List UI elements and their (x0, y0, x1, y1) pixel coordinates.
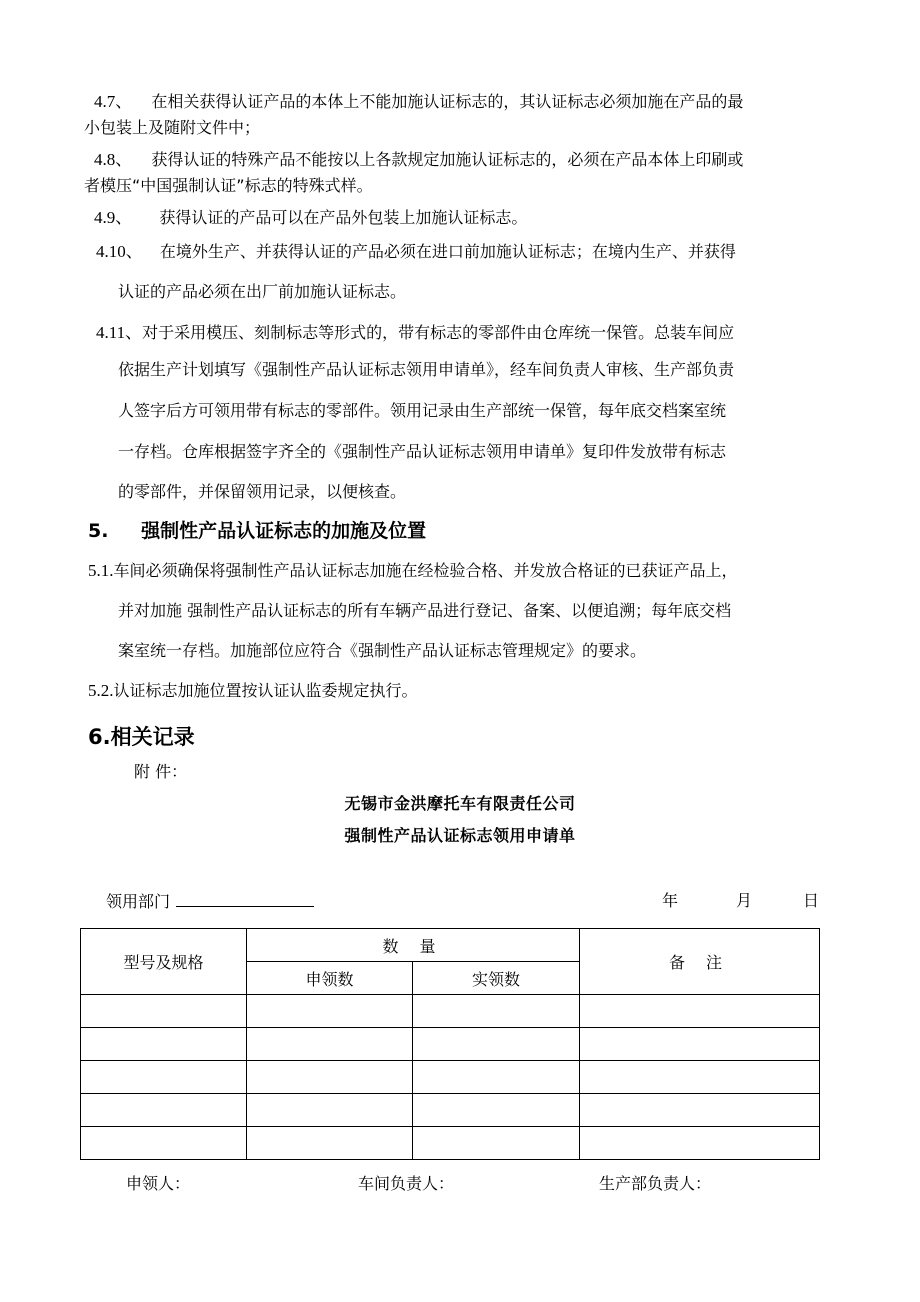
header-actual-qty: 实领数 (413, 962, 580, 995)
attachment-label: 附 件： (134, 762, 188, 781)
heading-text: 强制性产品认证标志的加施及位置 (141, 520, 427, 542)
item-text: 获得认证的产品可以在产品外包装上加施认证标志。 (159, 208, 528, 227)
item-text-cont: 者模压“中国强制认证”标志的特殊式样。 (84, 176, 373, 195)
item-number: 4.10、 (96, 242, 143, 261)
form-title: 强制性产品认证标志领用申请单 (344, 826, 576, 845)
item-text: 对于采用模压、刻制标志等形式的，带有标志的零部件由仓库统一保管。总装车间应 (142, 323, 735, 342)
section-5-heading (88, 518, 426, 544)
date-month: 月 (736, 891, 753, 910)
item-5-1 (88, 560, 738, 582)
workshop-head-label: 车间负责人： (358, 1174, 455, 1193)
item-text-cont: 并对加施 强制性产品认证标志的所有车辆产品进行登记、备案、以便追溯；每年底交档 (118, 601, 732, 620)
item-text: 车间必须确保将强制性产品认证标志加施在经检验合格、并发放合格证的已获证产品上， (113, 561, 738, 580)
table-row (81, 995, 820, 1028)
item-number: 5.1. (88, 561, 114, 580)
item-text: 在境外生产、并获得认证的产品必须在进口前加施认证标志；在境内生产、并获得 (159, 242, 736, 261)
item-4-7 (94, 91, 743, 113)
header-model: 型号及规格 (81, 929, 247, 995)
dept-input-blank[interactable] (176, 890, 314, 907)
company-name: 无锡市金洪摩托车有限责任公司 (344, 794, 576, 813)
item-4-8 (94, 149, 743, 171)
header-applied-qty: 申领数 (247, 962, 413, 995)
item-text-cont: 小包装上及随附文件中； (84, 118, 261, 137)
item-4-9 (94, 207, 527, 229)
item-text-cont: 一存档。仓库根据签字齐全的《强制性产品认证标志领用申请单》复印件发放带有标志 (118, 442, 727, 461)
table-row (81, 1028, 820, 1061)
item-text: 获得认证的特殊产品不能按以上各款规定加施认证标志的，必须在产品本体上印刷或 (151, 150, 744, 169)
section-6-heading: 6.相关记录 (88, 725, 195, 749)
item-5-2 (88, 680, 418, 702)
item-4-11 (96, 322, 734, 344)
item-number: 4.9、 (94, 208, 133, 227)
date-year: 年 (662, 891, 679, 910)
item-number: 4.7、 (94, 92, 133, 111)
item-number: 5.2. (88, 681, 114, 700)
item-4-10 (96, 241, 736, 263)
table-row (81, 1061, 820, 1094)
dept-label: 领用部门 (106, 892, 171, 911)
dept-line (106, 890, 314, 913)
header-quantity: 数 量 (247, 929, 580, 962)
item-number: 4.11、 (96, 323, 143, 342)
heading-number: 5. (88, 520, 109, 542)
header-remark: 备 注 (580, 929, 820, 995)
item-number: 4.8、 (94, 150, 133, 169)
table-row (81, 1094, 820, 1127)
item-text-cont: 的零部件，并保留领用记录，以便核查。 (118, 482, 407, 501)
item-text-cont: 依据生产计划填写《强制性产品认证标志领用申请单》，经车间负责人审核、生产部负责 (118, 360, 735, 379)
item-text: 在相关获得认证产品的本体上不能加施认证标志的，其认证标志必须加施在产品的最 (151, 92, 744, 111)
item-text-cont: 人签字后方可领用带有标志的零部件。领用记录由生产部统一保管，每年底交档案室统 (118, 401, 727, 420)
production-head-label: 生产部负责人： (599, 1174, 712, 1193)
item-text: 认证标志加施位置按认证认监委规定执行。 (113, 681, 418, 700)
applicant-label: 申领人： (126, 1174, 191, 1193)
item-text-cont: 认证的产品必须在出厂前加施认证标志。 (118, 282, 407, 301)
application-table (80, 928, 820, 1160)
date-day: 日 (803, 891, 820, 910)
item-text-cont: 案室统一存档。加施部位应符合《强制性产品认证标志管理规定》的要求。 (118, 641, 647, 660)
table-row (81, 1127, 820, 1160)
